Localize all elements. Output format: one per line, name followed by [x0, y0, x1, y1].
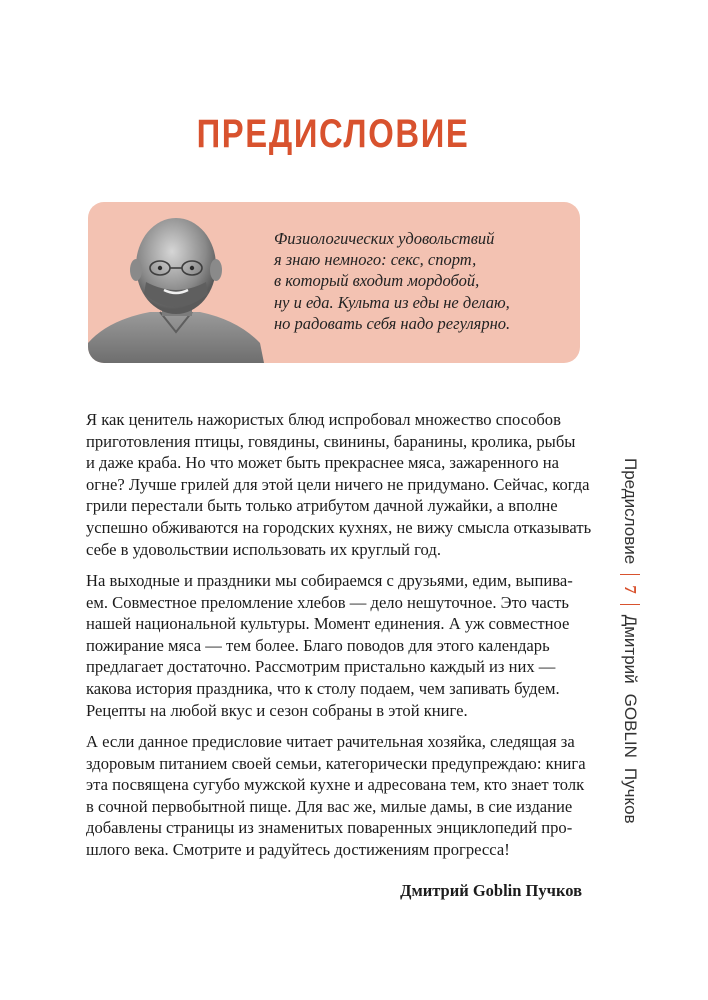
text-line: приготовления птицы, говядины, свинины, баранины, кролика, рыбы: [86, 431, 576, 451]
paragraph-2: [86, 570, 582, 721]
text-line: ем. Совместное преломление хлебов — дело нешуточное. Это часть: [86, 592, 569, 612]
running-head-section: Предисловие: [621, 458, 640, 565]
text-line: нашей национальной культуры. Момент единения. А уж совместное: [86, 614, 570, 634]
signature: Дмитрий Goblin Пучков: [400, 881, 582, 900]
epigraph-quote: [274, 228, 574, 334]
page-title: ПРЕДИСЛОВИЕ: [196, 112, 470, 156]
text-line: Рецепты на любой вкус и сезон собраны в этой книге.: [86, 700, 468, 720]
paragraph-3: [86, 731, 586, 861]
text-line: успешно обживаются на городских кухнях, не вижу смысла отказывать: [86, 517, 592, 537]
running-head-author-last: Пучков: [621, 767, 640, 824]
text-line: себе в удовольствии использовать их круглый год.: [86, 539, 441, 559]
epigraph-line: ну и еда. Культа из еды не делаю,: [274, 292, 510, 312]
text-line: в сочной первобытной пище. Для вас же, милые дамы, в сие издание: [86, 796, 573, 816]
text-line: добавлены страницы из знаменитых поваренных энциклопедий про-: [86, 818, 573, 838]
running-head-divider: [620, 604, 640, 605]
text-line: шлого века. Смотрите и радуйтесь достижениям прогресса!: [86, 839, 510, 859]
text-line: какова история праздника, что к столу подаем, чем запивать будем.: [86, 678, 560, 698]
text-line: Я как ценитель нажористых блюд испробовал множество способов: [86, 410, 561, 429]
paragraph-1: [86, 409, 592, 560]
text-line: и даже краба. Но что может быть прекраснее мяса, зажаренного на: [86, 453, 559, 473]
running-head: [620, 458, 640, 824]
running-head-author-nick: GOBLIN: [621, 693, 640, 758]
author-portrait: [88, 208, 264, 363]
epigraph-line: но радовать себя надо регулярно.: [274, 313, 511, 333]
text-line: эта посвящена сугубо мужской кухне и адресована тем, кто знает толк: [86, 775, 585, 795]
text-line: грили перестали быть только атрибутом дачной лужайки, а вполне: [86, 496, 558, 516]
text-line: пожирание мяса — тем более. Благо поводов для этого календарь: [86, 635, 550, 655]
epigraph-box: [88, 202, 580, 363]
epigraph-line: Физиологических удовольствий: [274, 229, 495, 248]
running-head-author-first: Дмитрий: [621, 614, 640, 684]
text-line: На выходные и праздники мы собираемся с друзьями, едим, выпива-: [86, 571, 573, 590]
text-line: здоровым питанием своей семьи, категорически предупреждаю: книга: [86, 753, 586, 773]
text-line: огне? Лучше грилей для этой цели ничего не придумано. Сейчас, когда: [86, 474, 590, 494]
running-head-divider: [620, 574, 640, 575]
text-line: предлагает достаточно. Рассмотрим пристально каждый из них —: [86, 657, 556, 677]
epigraph-line: я знаю немного: секс, спорт,: [274, 250, 477, 270]
text-line: А если данное предисловие читает рачительная хозяйка, следящая за: [86, 732, 575, 751]
epigraph-line: в который входит мордобой,: [274, 271, 480, 291]
page-number: 7: [621, 585, 640, 594]
